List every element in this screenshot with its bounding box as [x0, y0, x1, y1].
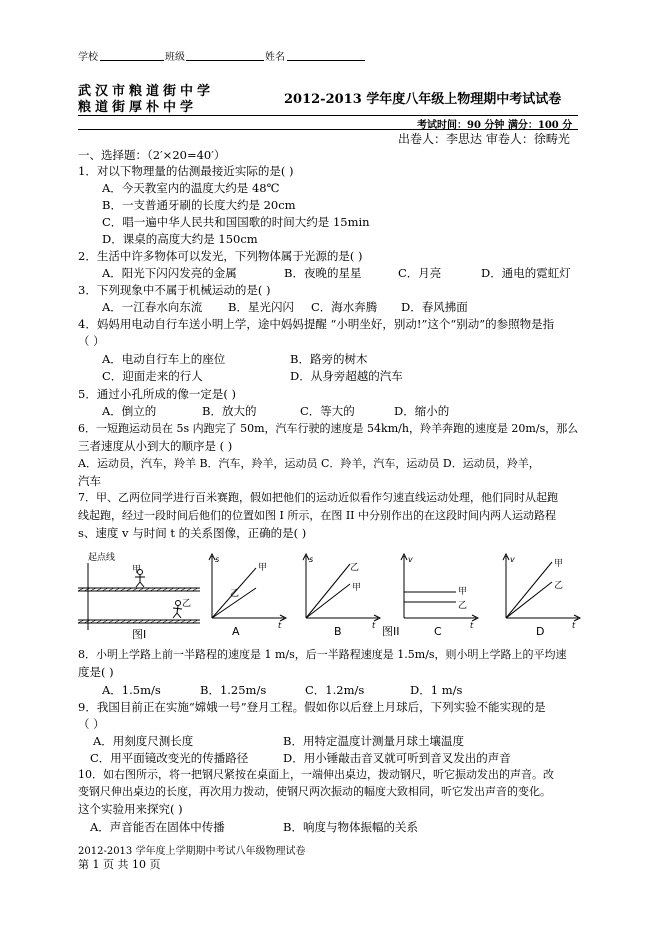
- graph-d-yi: 乙: [554, 581, 564, 591]
- graph-a-jia: 甲: [258, 563, 268, 573]
- graph-c-t-axis: t: [470, 621, 474, 630]
- q5-option-a[interactable]: A．倒立的: [102, 404, 157, 418]
- figure-1-track: [78, 551, 200, 641]
- q1-option-d[interactable]: D．课桌的高度大约是 150cm: [102, 232, 258, 246]
- q1-option-c[interactable]: C．唱一遍中华人民共和国国歌的时间大约是 15min: [102, 215, 370, 229]
- school-name-1: 武汉市粮道街中学: [78, 84, 215, 99]
- graph-a-yi: 乙: [230, 589, 240, 599]
- name-label: 姓名: [265, 52, 285, 63]
- q7-stem-2: 线起跑，经过一段时间后他们的位置如图 I 所示，在图 II 中分别作出的在这段时间内两人运动路程: [78, 509, 557, 522]
- q9-stem-1: 9．我国目前正在实施“嫦娥一号”登月工程。假如你以后登上月球后，下列实验不能实现的是: [78, 700, 546, 714]
- q7-stem-1: 7．甲、乙两位同学进行百米赛跑，假如把他们的运动近似看作匀速直线运动处理，他们同时从起跑: [78, 491, 558, 504]
- authors: 出卷人：李思达 审卷人：徐畴光: [398, 132, 570, 146]
- q2-stem: 2．生活中许多物体可以发光，下列物体属于光源的是( ): [78, 249, 363, 263]
- figure-2-caption: 图II: [382, 625, 400, 638]
- graph-b-jia: 甲: [352, 583, 362, 593]
- runner-yi-label: 乙: [182, 599, 192, 609]
- q5-stem: 5．通过小孔所成的像一定是( ): [78, 387, 236, 401]
- exam-info: 考试时间：90 分钟 满分：100 分: [417, 120, 573, 131]
- q9-option-c[interactable]: C．用平面镜改变光的传播路径: [90, 751, 249, 765]
- graph-c-jia: 甲: [458, 587, 468, 597]
- class-field[interactable]: [186, 60, 264, 61]
- graph-d: [503, 554, 580, 638]
- q5-option-c[interactable]: C．等大的: [300, 404, 355, 418]
- q8-option-b[interactable]: B．1.25m/s: [200, 683, 267, 697]
- class-label: 班级: [165, 52, 185, 63]
- q1-stem: 1．对以下物理量的估测最接近实际的是( ): [78, 164, 294, 178]
- q1-option-b[interactable]: B．一支普通牙刷的长度大约是 20cm: [102, 198, 296, 212]
- q6-options-cont: 汽车: [78, 474, 101, 488]
- q7-stem-3: s、速度 v 与时间 t 的关系图像，正确的是( ): [78, 526, 307, 540]
- graph-c-label[interactable]: C: [434, 625, 442, 638]
- graph-c: [401, 554, 478, 638]
- q4-stem-2: （ ）: [78, 334, 105, 348]
- q6-stem-2: 三者速度从小到大的顺序是 ( ): [78, 439, 233, 453]
- graph-d-t-axis: t: [572, 621, 576, 630]
- q6-options[interactable]: A．运动员，汽车，羚羊 B．汽车，羚羊，运动员 C．羚羊，汽车，运动员 D．运动员，羚羊，: [78, 457, 540, 470]
- q10-option-b[interactable]: B．响度与物体振幅的关系: [283, 820, 418, 834]
- graph-b: [303, 554, 380, 638]
- q3-option-c[interactable]: C．海水奔腾: [311, 300, 378, 314]
- graph-b-t-axis: t: [372, 621, 376, 630]
- q8-stem-2: 度是( ): [78, 665, 114, 679]
- exam-title: 2012-2013 学年度八年级上物理期中考试试卷: [284, 92, 562, 107]
- q7-figure: [78, 550, 588, 642]
- q8-stem-1: 8．小明上学路上前一半路程的速度是 1 m/s，后一半路程速度是 1.5m/s，则小明上学路上的平均速: [78, 648, 567, 661]
- q9-option-a[interactable]: A．用刻度尺测长度: [93, 734, 194, 748]
- q10-stem-1: 10．如右图所示，将一把钢尺紧按在桌面上，一端伸出桌边，拨动钢尺，听它振动发出的声音。改: [78, 768, 554, 781]
- q4-option-b[interactable]: B．路旁的树木: [290, 352, 368, 366]
- q9-stem-2: （ ）: [78, 717, 105, 731]
- q4-option-c[interactable]: C．迎面走来的行人: [102, 369, 203, 383]
- graph-c-v-axis: v: [408, 555, 413, 564]
- section-title: 一、选择题：（2′×20=40′）: [78, 148, 226, 162]
- q3-option-b[interactable]: B．星光闪闪: [228, 300, 294, 314]
- q2-option-b[interactable]: B．夜晚的星星: [284, 266, 362, 280]
- q4-option-d[interactable]: D．从身旁超越的汽车: [290, 369, 403, 383]
- q2-option-d[interactable]: D．通电的霓虹灯: [481, 266, 571, 280]
- q10-option-a[interactable]: A．声音能否在固体中传播: [90, 820, 225, 834]
- q8-option-d[interactable]: D．1 m/s: [410, 683, 463, 697]
- name-field[interactable]: [287, 60, 365, 61]
- q2-option-c[interactable]: C．月亮: [398, 266, 442, 280]
- graph-d-jia: 甲: [554, 559, 564, 569]
- graph-a-s-axis: s: [215, 555, 220, 564]
- q9-option-b[interactable]: B．用特定温度计测量月球土壤温度: [283, 734, 464, 748]
- q10-stem-3: 这个实验用来探究( ): [78, 802, 183, 816]
- q2-option-a[interactable]: A．阳光下闪闪发亮的金属: [102, 266, 237, 280]
- graph-b-s-axis: s: [309, 555, 314, 564]
- graph-b-label[interactable]: B: [334, 625, 342, 638]
- page-number: 第 1 页 共 10 页: [78, 858, 161, 871]
- figure-1-caption: 图I: [132, 628, 147, 641]
- q5-option-b[interactable]: B．放大的: [202, 404, 257, 418]
- graph-b-yi: 乙: [350, 563, 360, 573]
- graph-a-label[interactable]: A: [232, 625, 240, 638]
- q5-option-d[interactable]: D．缩小的: [394, 404, 450, 418]
- graph-d-v-axis: v: [510, 555, 515, 564]
- school-label: 学校: [78, 52, 98, 63]
- q3-stem: 3．下列现象中不属于机械运动的是( ): [78, 283, 271, 297]
- footer-title: 2012-2013 学年度上学期期中考试八年级物理试卷: [78, 846, 306, 857]
- q6-stem-1: 6．一短跑运动员在 5s 内跑完了 50m，汽车行驶的速度是 54km/h，羚羊奔跑的速度是 20m/s，那么: [78, 422, 579, 435]
- graph-d-label[interactable]: D: [536, 625, 545, 638]
- q10-stem-2: 变钢尺伸出桌边的长度，再次用力拨动，使钢尺两次振动的幅度大致相同，听它发出声音的变化。: [78, 785, 551, 798]
- q8-option-c[interactable]: C．1.2m/s: [305, 683, 365, 697]
- graph-c-yi: 乙: [458, 601, 468, 611]
- school-field[interactable]: [100, 60, 164, 61]
- q8-option-a[interactable]: A．1.5m/s: [102, 683, 161, 697]
- q1-option-a[interactable]: A．今天教室内的温度大约是 48℃: [102, 181, 280, 195]
- start-line-label: 起点线: [88, 553, 116, 563]
- q4-option-a[interactable]: A．电动自行车上的座位: [102, 352, 226, 366]
- q4-stem-1: 4．妈妈用电动自行车送小明上学，途中妈妈提醒 “小明坐好，别动!”这个“别动”的参照物是指: [78, 317, 555, 331]
- q3-option-d[interactable]: D．春风拂面: [401, 300, 468, 314]
- graph-a-t-axis: t: [278, 621, 282, 630]
- runner-jia-label: 甲: [132, 565, 142, 575]
- q9-option-d[interactable]: D．用小锤敲击音叉就可听到音叉发出的声音: [283, 751, 511, 765]
- school-name-2: 粮道街厚朴中学: [78, 100, 198, 115]
- graph-a: [209, 554, 286, 638]
- q3-option-a[interactable]: A．一江春水向东流: [102, 300, 203, 314]
